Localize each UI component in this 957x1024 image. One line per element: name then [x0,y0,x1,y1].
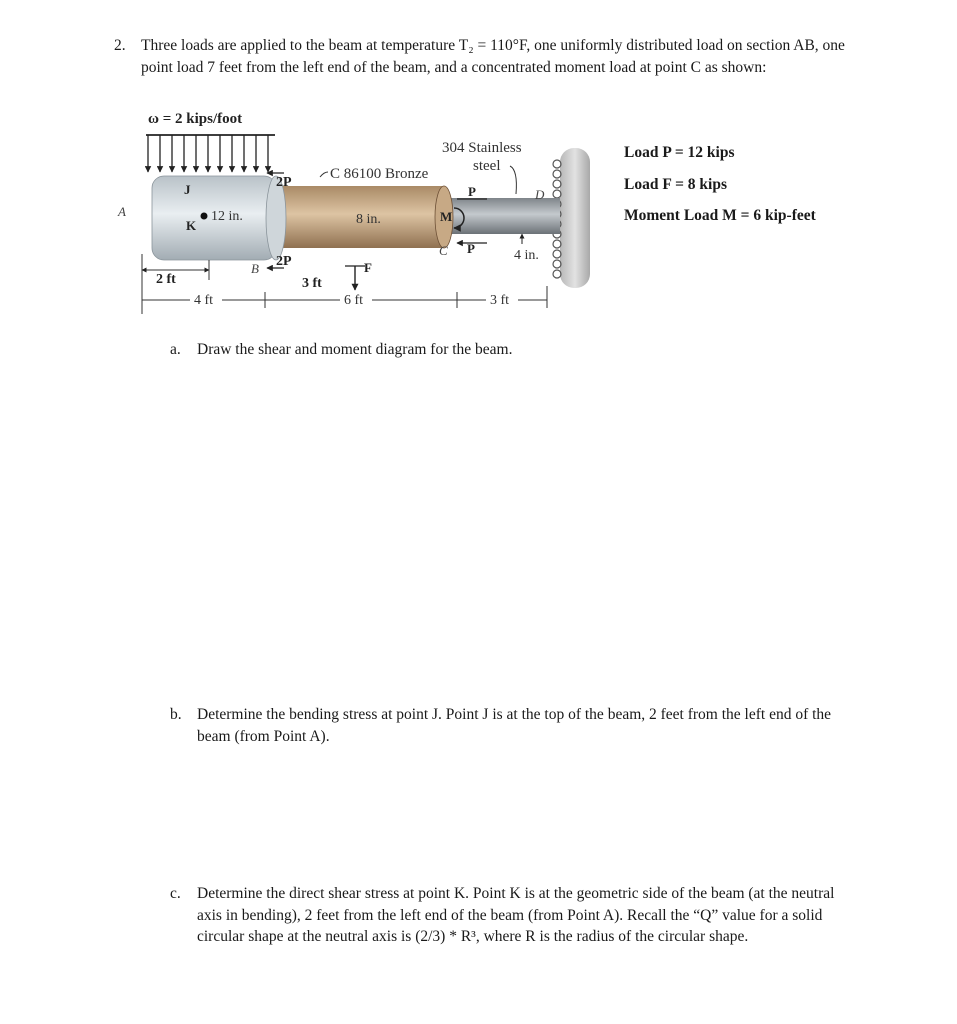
dim-6ft: 6 ft [344,293,364,308]
steel-leader [510,166,516,194]
label-B: B [251,261,259,276]
label-2P-top: 2P [276,175,292,190]
label-F: F [364,260,372,275]
dim-3ft-mid: 3 ft [302,276,322,291]
label-K: K [186,218,197,233]
part-a-label: a. [170,341,181,358]
part-b-label: b. [170,706,182,723]
label-M: M [440,209,453,224]
load-p: Load P = 12 kips [624,144,735,161]
part-a-text: Draw the shear and moment diagram for the beam. [197,341,513,358]
fixed-wall-shade [560,148,590,288]
load-m: Moment Load M = 6 kip-feet [624,207,816,224]
dim-3ft-right: 3 ft [490,293,510,308]
steel-section [442,198,560,234]
label-2P-bottom: 2P [276,254,292,269]
w-label: ω = 2 kips/foot [148,111,243,127]
label-D: D [535,187,545,202]
label-12in: 12 in. [211,209,243,224]
dim-4ft: 4 ft [194,293,214,308]
label-C: C [439,243,448,258]
beam-figure [112,104,602,314]
point-K-dot [201,213,208,220]
bronze-leader [320,172,328,177]
label-A: A [118,204,126,219]
dim-2ft: 2 ft [156,272,176,287]
label-J: J [184,182,191,197]
label-P-top: P [468,184,476,199]
label-4in: 4 in. [514,248,539,263]
question-number: 2. [114,37,126,54]
part-c-text: Determine the direct shear stress at point K. Point K is at the geometric side of the beam (at the neutral axis in bending), 2 feet from the left end of the beam (from Point A). Recall the “Q” value for a solid circular shape at the neutral axis is (2/3) * R³, where R is the radius of the circular shape. [197,885,835,945]
label-8in: 8 in. [356,212,381,227]
part-b-text: Determine the bending stress at point J. Point J is at the top of the beam, 2 feet from the left end of the beam (from Point A). [197,706,832,745]
question-intro: Three loads are applied to the beam at temperature T₂ = 110°F, one uniformly distributed load on section AB, one point load 7 feet from the left end of the beam, and a concentrated moment load at point C as shown: [141,37,845,76]
distributed-load-arrows [148,135,268,172]
label-P-bottom: P [467,241,475,256]
label-steel-1: 304 Stainless [442,140,522,156]
load-f: Load F = 8 kips [624,176,728,193]
label-bronze: C 86100 Bronze [330,166,429,182]
part-c-label: c. [170,885,181,902]
label-steel-2: steel [473,158,501,174]
